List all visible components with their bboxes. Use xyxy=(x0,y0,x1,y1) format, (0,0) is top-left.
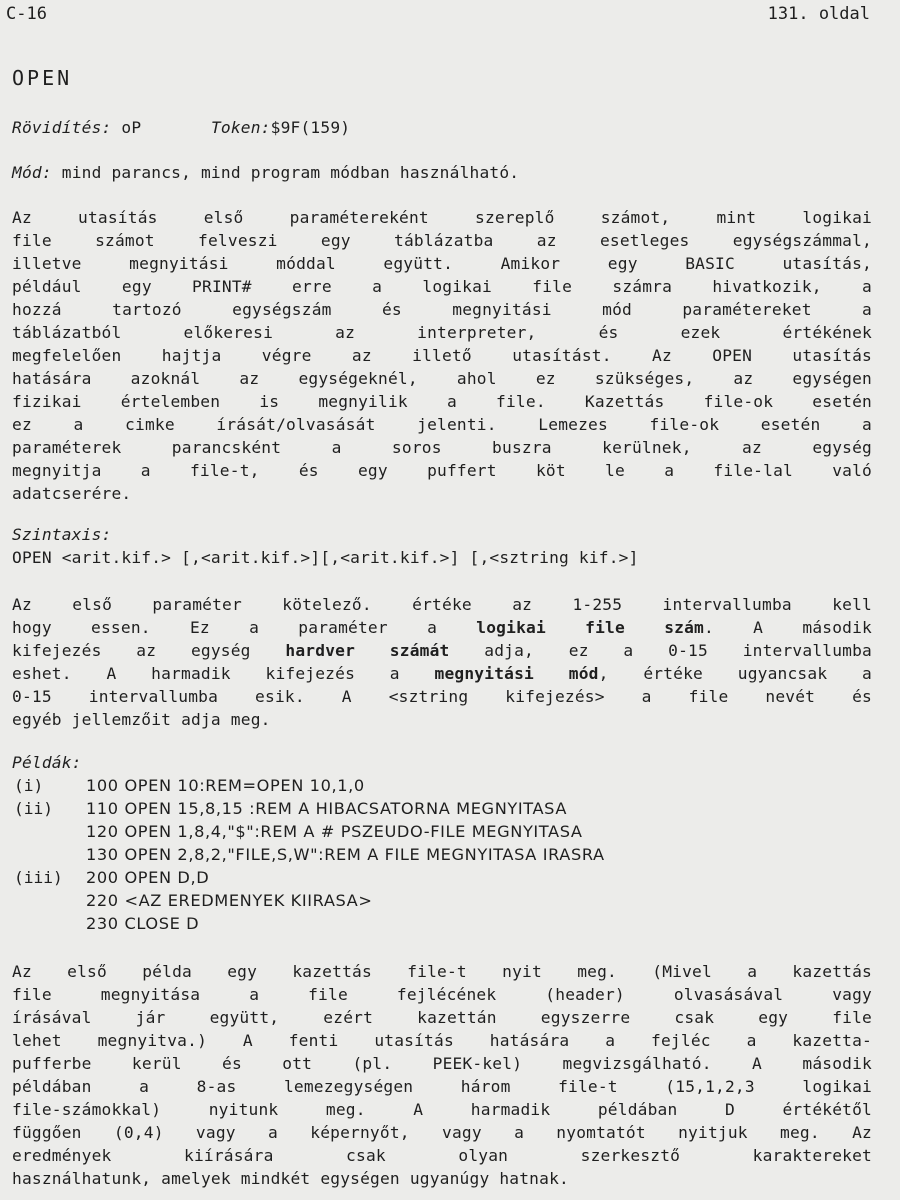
example-code-line: 110 OPEN 15,8,15 :REM A HIBACSATORNA MEGNYITASA xyxy=(86,799,568,818)
para2-line-last: egyéb jellemzőit adja meg. xyxy=(12,710,271,729)
example-code-line: 200 OPEN D,D xyxy=(86,868,210,887)
para2-text: , értéke ugyancsak a xyxy=(598,664,872,683)
hardware-number-term: hardver számát xyxy=(285,641,450,660)
abbrev-value: oP xyxy=(121,118,142,137)
page-number: 131. oldal xyxy=(767,4,870,24)
para1-line: illetve megnyitási móddal együtt. Amikor egy BASIC utasítás, xyxy=(12,254,872,273)
example-code-line: 120 OPEN 1,8,4,"$":REM A # PSZEUDO-FILE MEGNYITASA xyxy=(86,822,583,841)
para3-line: lehet megnyitva.) A fenti utasítás hatására a fejléc a kazetta- xyxy=(12,1031,872,1050)
para3-line: file megnyitása a file fejlécének (header) olvasásával vagy xyxy=(12,985,872,1004)
para2-line: Az első paraméter kötelező. értéke az 1-255 intervallumba kell xyxy=(12,595,872,614)
para2-text: kifejezés az egység xyxy=(12,641,286,660)
mode-value: mind parancs, mind program módban használható. xyxy=(61,163,520,182)
para2-line xyxy=(12,640,872,661)
para2-text: . A második xyxy=(703,618,873,637)
para3-line: függően (0,4) vagy a képernyőt, vagy a nyomtatót nyitjuk meg. Az xyxy=(12,1123,872,1142)
para1-line-last: adatcserére. xyxy=(12,484,132,503)
para3-line-last: használhatunk, amelyek mindkét egységen ugyanúgy hatnak. xyxy=(12,1169,569,1188)
para1-line: megfelelően hajtja végre az illető utasítást. Az OPEN utasítás xyxy=(12,346,872,365)
para3-line: file-számokkal) nyitunk meg. A harmadik példában D értékétől xyxy=(12,1100,872,1119)
para1-line: file számot felveszi egy táblázatba az esetleges egységszámmal, xyxy=(12,231,872,250)
para3-line: Az első példa egy kazettás file-t nyit meg. (Mivel a kazettás xyxy=(12,962,872,981)
para1-line: hatására azoknál az egységeknél, ahol ez szükséges, az egységen xyxy=(12,369,872,388)
page-code: C-16 xyxy=(6,4,47,24)
abbrev-label: Rövidítés: xyxy=(12,118,112,137)
para2-line: 0-15 intervallumba esik. A <sztring kifejezés> a file nevét és xyxy=(12,687,872,706)
token-label: Token: xyxy=(210,118,271,137)
para2-line xyxy=(12,617,872,638)
examples-label: Példák: xyxy=(12,753,82,772)
para1-line: Az utasítás első paramétereként szereplő számot, mint logikai xyxy=(12,208,872,227)
para1-line: paraméterek parancsként a soros buszra kerülnek, az egység xyxy=(12,438,872,457)
example-code-line: 100 OPEN 10:REM=OPEN 10,1,0 xyxy=(86,776,365,795)
page-title: OPEN xyxy=(12,66,73,90)
para1-line: ez a cimke írását/olvasását jelenti. Lemezes file-ok esetén a xyxy=(12,415,872,434)
example-tag: (ii) xyxy=(14,799,53,818)
token-value: $9F(159) xyxy=(270,118,351,137)
para2-text: eshet. A harmadik kifejezés a xyxy=(12,664,435,683)
para3-line: példában a 8-as lemezegységen három file-t (15,1,2,3 logikai xyxy=(12,1077,872,1096)
para3-line: írásával jár együtt, ezért kazettán egyszerre csak egy file xyxy=(12,1008,872,1027)
open-mode-term: megnyitási mód xyxy=(434,664,599,683)
syntax-label: Szintaxis: xyxy=(12,525,112,544)
syntax-line: OPEN <arit.kif.> [,<arit.kif.>][,<arit.kif.>] [,<sztring kif.>] xyxy=(12,548,639,567)
para1-line: például egy PRINT# erre a logikai file számra hivatkozik, a xyxy=(12,277,872,296)
example-tag: (iii) xyxy=(14,868,63,887)
para1-line: táblázatból előkeresi az interpreter, és ezek értékének xyxy=(12,323,872,342)
para1-line: megnyitja a file-t, és egy puffert köt le a file-lal való xyxy=(12,461,872,480)
para2-text: adja, ez a 0-15 intervallumba xyxy=(449,641,872,660)
para1-line: fizikai értelemben is megnyilik a file. Kazettás file-ok esetén xyxy=(12,392,872,411)
para3-line: pufferbe kerül és ott (pl. PEEK-kel) megvizsgálható. A második xyxy=(12,1054,872,1073)
para2-line xyxy=(12,663,872,684)
mode-line xyxy=(12,162,872,183)
para1-line: hozzá tartozó egységszám és megnyitási mód paramétereket a xyxy=(12,300,872,319)
example-tag: (i) xyxy=(14,776,44,795)
para3-line: eredmények kiírására csak olyan szerkesztő karaktereket xyxy=(12,1146,872,1165)
example-code-line: 230 CLOSE D xyxy=(86,914,200,933)
logical-file-number-term: logikai file szám xyxy=(476,618,704,637)
example-code-line: 220 <AZ EREDMENYEK KIIRASA> xyxy=(86,891,373,910)
mode-label: Mód: xyxy=(12,163,52,182)
abbreviation-line xyxy=(12,117,872,138)
example-code-line: 130 OPEN 2,8,2,"FILE,S,W":REM A FILE MEGNYITASA IRASRA xyxy=(86,845,605,864)
para2-text: hogy essen. Ez a paraméter a xyxy=(12,618,477,637)
